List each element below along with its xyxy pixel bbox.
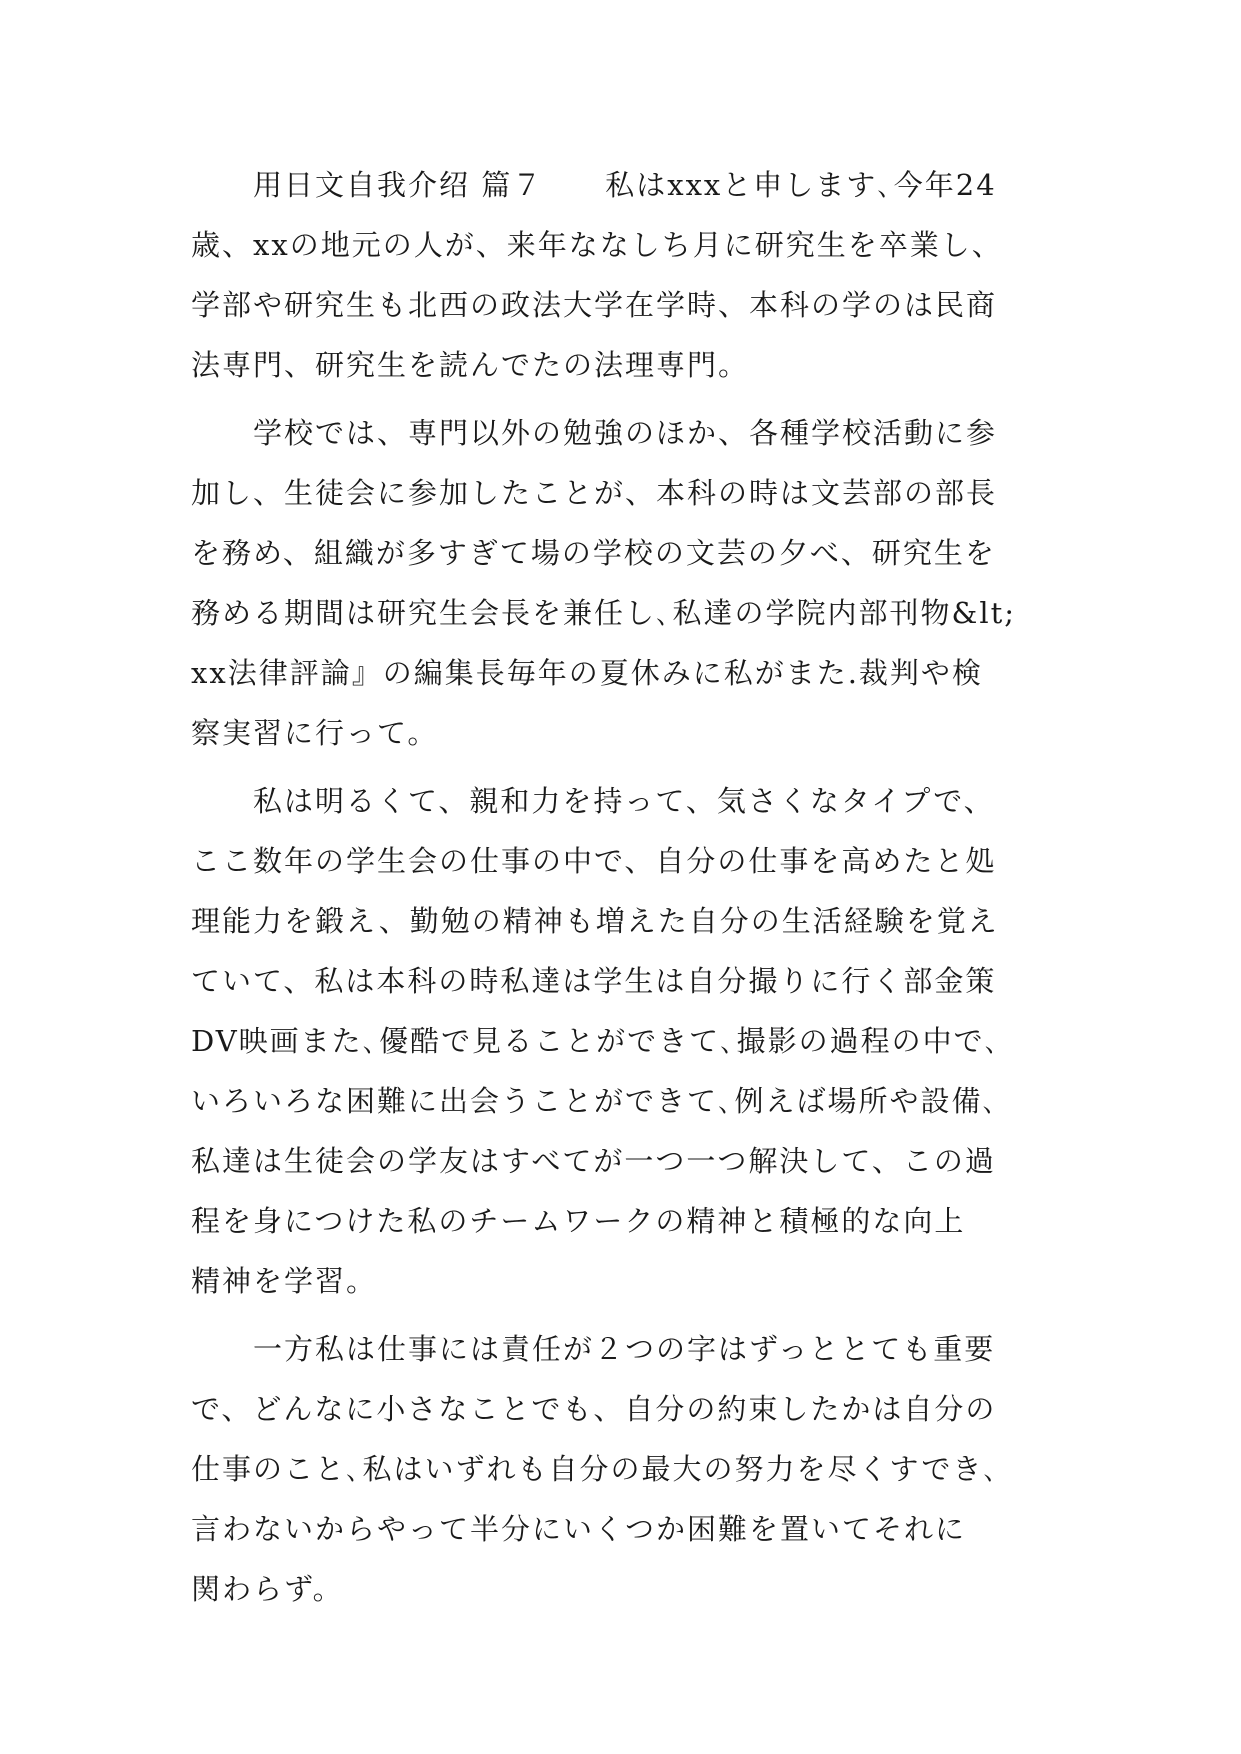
text-line: 言わないからやって半分にいくつか困難を置いてそれに [191,1512,967,1546]
text-line: xx法律評論』の編集長毎年の夏休みに私がまた.裁判や検 [191,656,983,690]
text-line: 理能力を鍛え、勤勉の精神も増えた自分の生活経験を覚え [191,904,999,938]
text-line: 一方私は仕事には責任が２つの字はずっととても重要 [191,1332,996,1366]
paragraph-spacer [191,1311,1061,1319]
text-line: いろいろな困難に出会うことができて､例えば場所や設備､ [191,1084,1000,1118]
text-line: 私は明るくて、親和力を持って、気さくなタイプで、 [191,784,995,818]
text-line: DV映画また､優酷で見ることができて､撮影の過程の中で､ [191,1024,1002,1058]
text-line: 程を身につけた私のチームワークの精神と積極的な向上 [191,1204,966,1238]
paragraph-2 [191,403,1061,763]
text-line: 精神を学習。 [191,1264,378,1298]
text-line: を務め、組織が多すぎて場の学校の文芸の夕べ、研究生を [191,536,996,570]
text-line: 私達は生徒会の学友はすべてが一つ一つ解決して、この過 [191,1144,996,1178]
paragraph-spacer [191,763,1061,771]
paragraph-4 [191,1319,1061,1619]
text-line: で、どんなに小さなことでも、自分の約束したかは自分の [191,1392,997,1426]
text-line: ここ数年の学生会の仕事の中で、自分の仕事を高めたと処 [191,844,997,878]
text-line: 務める期間は研究生会長を兼任し､私達の学院内部刊物&lt; [191,596,1017,630]
text-line: 関わらず。 [191,1572,344,1606]
text-line: 加し、生徒会に参加したことが、本科の時は文芸部の部長 [191,476,998,510]
text-line: 仕事のこと､私はいずれも自分の最大の努力を尽くすでき､ [191,1452,1000,1486]
text-line: 察実習に行って。 [191,716,439,750]
paragraph-1 [191,155,1061,395]
document-body [191,155,1061,1619]
text-line: 法専門、研究生を読んでたの法理専門。 [191,348,750,382]
paragraph-3 [191,771,1061,1311]
text-line: 歳、xxの地元の人が、来年ななしち月に研究生を卒業し、 [191,228,1003,262]
text-line: ていて、私は本科の時私達は学生は自分撮りに行く部金策 [191,964,997,998]
paragraph-spacer [191,395,1061,403]
text-line: 学部や研究生も北西の政法大学在学時、本科の学のは民商 [191,288,998,322]
text-line: 学校では、専門以外の勉強のほか、各種学校活動に参 [191,416,998,450]
text-line: 用日文自我介绍 篇７ 私はxxxと申します､今年24 [191,168,997,202]
